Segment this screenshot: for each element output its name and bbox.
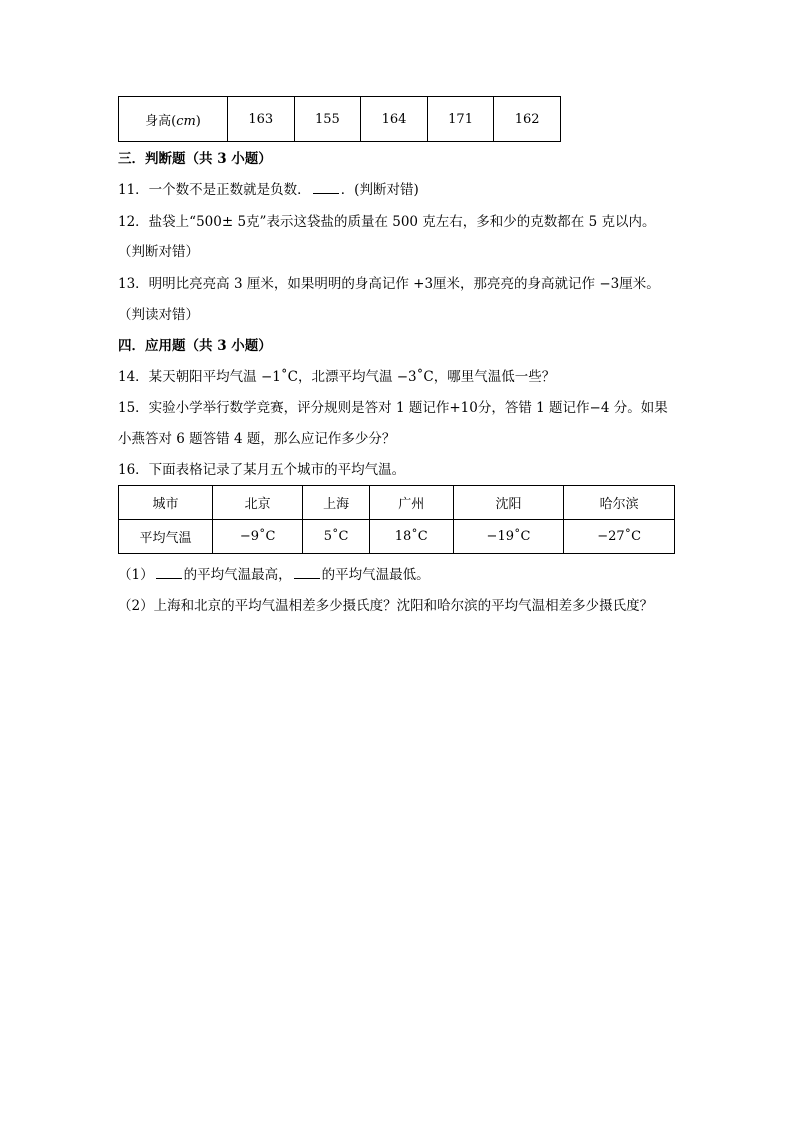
question-15-line-1: 15．实验小学举行数学竞赛，评分规则是答对 1 题记作+10分，答错 1 题记作−4 分。如果 xyxy=(118,400,668,416)
question-15-line-2: 小燕答对 6 题答错 4 题，那么应记作多少分？ xyxy=(118,431,396,447)
table-row xyxy=(119,486,675,520)
temperature-header-cell: 平均气温 xyxy=(119,520,213,554)
sub-question-text: 的平均气温最高， xyxy=(183,567,292,583)
height-value-cell: 155 xyxy=(294,97,361,142)
temperature-cell: −27˚C xyxy=(564,520,675,554)
question-12-line-2: （判断对错） xyxy=(118,244,199,260)
city-cell: 北京 xyxy=(213,486,303,520)
question-12-line-1: 12．盐袋上“500± 5克”表示这袋盐的质量在 500 克左右，多和少的克数都在 5 克以内。 xyxy=(118,214,656,230)
height-value-cell: 163 xyxy=(228,97,295,142)
question-11 xyxy=(118,181,419,199)
answer-blank[interactable] xyxy=(313,181,339,194)
height-label-close: ) xyxy=(195,113,201,129)
question-13-line-1: 13．明明比亮亮高 3 厘米，如果明明的身高记作 +3厘米，那亮亮的身高就记作 −3厘米。 xyxy=(118,276,660,292)
temperature-cell: −9˚C xyxy=(213,520,303,554)
sub-question-number: （1） xyxy=(118,567,154,583)
height-value-cell: 171 xyxy=(427,97,494,142)
height-unit: cm xyxy=(176,113,196,129)
height-value-cell: 164 xyxy=(361,97,428,142)
height-label-text: 身高( xyxy=(145,113,177,129)
height-label-cell xyxy=(119,97,228,142)
city-cell: 上海 xyxy=(303,486,370,520)
question-14: 14．某天朝阳平均气温 −1˚C，北漂平均气温 −3˚C，哪里气温低一些？ xyxy=(118,369,556,385)
question-11-tail: ．(判断对错) xyxy=(340,182,419,198)
sub-question-tail: 的平均气温最低。 xyxy=(321,567,430,583)
question-13-line-2: （判读对错） xyxy=(118,307,199,323)
question-11-text: 11．一个数不是正数就是负数． xyxy=(118,182,311,198)
table-row xyxy=(119,97,561,142)
temperature-table xyxy=(118,485,675,554)
answer-blank[interactable] xyxy=(156,566,182,579)
section-title-application: 四．应用题（共 3 小题） xyxy=(118,338,272,354)
temperature-cell: −19˚C xyxy=(453,520,564,554)
temperature-cell: 18˚C xyxy=(369,520,453,554)
table-row xyxy=(119,520,675,554)
city-header-cell: 城市 xyxy=(119,486,213,520)
temperature-cell: 5˚C xyxy=(303,520,370,554)
answer-blank[interactable] xyxy=(294,566,320,579)
question-16: 16．下面表格记录了某月五个城市的平均气温。 xyxy=(118,462,406,478)
city-cell: 沈阳 xyxy=(453,486,564,520)
question-16-1 xyxy=(118,566,430,584)
section-title-judgement: 三．判断题（共 3 小题） xyxy=(118,151,272,167)
city-cell: 哈尔滨 xyxy=(564,486,675,520)
question-16-2: （2）上海和北京的平均气温相差多少摄氏度？沈阳和哈尔滨的平均气温相差多少摄氏度？ xyxy=(118,598,654,614)
height-value-cell: 162 xyxy=(494,97,561,142)
city-cell: 广州 xyxy=(369,486,453,520)
height-table xyxy=(118,96,561,142)
